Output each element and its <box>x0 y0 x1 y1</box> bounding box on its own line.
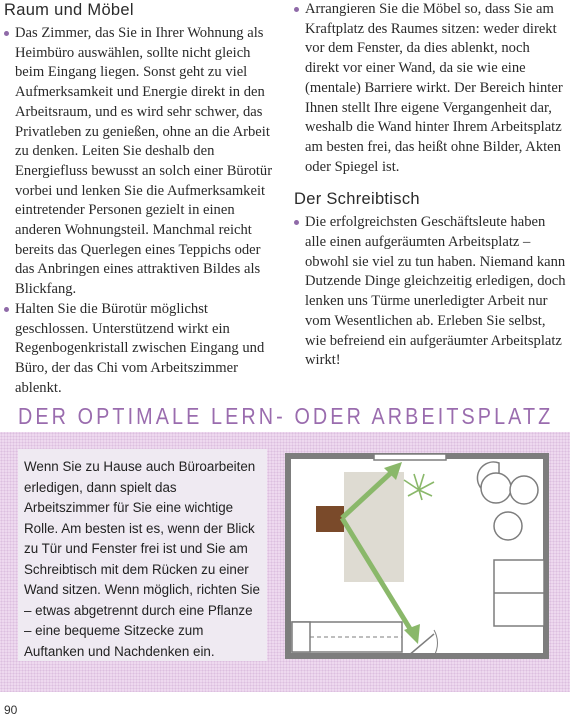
section-heading-schreibtisch: Der Schreibtisch <box>294 190 420 209</box>
floor-plan-illustration <box>284 452 554 662</box>
info-box-text-panel <box>18 449 267 661</box>
bullet-item: Das Zimmer, das Sie in Ihrer Wohnung als Heimbüro auswählen, sollte nicht gleich beim Eingang liegen. Sonst geht zu viel Aufmerksamkeit und Energie direkt in den Arbeitsraum, und es wird sehr schwer, das Privatleben zu genießen, ohne an die Arbeit zu denken. Leiten Sie deshalb den Energiefluss bewusst an solch einer Bürotür vorbei und lenken Sie die Aufmerksamkeit eintretender Personen gezielt in einen anderen Wohnungsteil. Manchmal reicht bereits das Querlegen eines Teppichs oder das Anbringen eines attraktiven Bildes als Blickfang. <box>4 24 282 300</box>
left-column <box>4 0 282 398</box>
page-number: 90 <box>4 703 18 717</box>
bullet-item: Arrangieren Sie die Möbel so, dass Sie am Kraftplatz des Raumes sitzen: weder direkt vor dem Fenster, da dies ablenkt, noch direkt vor einer Wand, da sie wie eine (mentale) Barriere wirkt. Der Bereich hinter Ihnen stellt Ihre eigene Vergangenheit dar, weshalb die Wand hinter Ihrem Arbeitsplatz am besten frei, das heißt ohne Bilder, Akten oder Spiegel ist. <box>294 0 566 177</box>
box-title: DER OPTIMALE LERN- ODER ARBEITSPLATZ <box>18 403 554 429</box>
section-heading-raum-und-moebel: Raum und Möbel <box>4 1 134 19</box>
info-box-text: Wenn Sie zu Hause auch Büroarbeiten erledigen, dann spielt das Arbeitszimmer für Sie eine wichtige Rolle. Am besten ist es, wenn der Blick zu Tür und Fenster frei ist und Sie am Schreibtisch mit dem Rücken zu einer Wand sitzen. Wenn möglich, richten Sie – etwas abgetrennt durch eine Pflanze – eine bequeme Sitzecke zum Auftanken und Nachdenken ein. <box>24 459 260 659</box>
window <box>374 454 446 460</box>
bullet-item: Halten Sie die Bürotür möglichst geschlossen. Unterstützend wirkt ein Regenbogenkristall zwischen Eingang und Büro, der das Chi vom Arbeitszimmer ablenkt. <box>4 300 282 399</box>
desk <box>316 506 344 532</box>
bullet-item: Die erfolgreichsten Geschäftsleute haben alle einen aufgeräumten Arbeitsplatz – obwohl sie viel zu tun haben. Niemand kann Dutzende Dinge gleichzeitig erledigen, doch lenken uns Türme unerledigter Arbeit nur vom Wesentlichen ab. Erleben Sie selbst, wie befreiend ein aufgeräumter Arbeitsplatz wirkt! <box>294 213 566 371</box>
right-column <box>294 0 566 383</box>
